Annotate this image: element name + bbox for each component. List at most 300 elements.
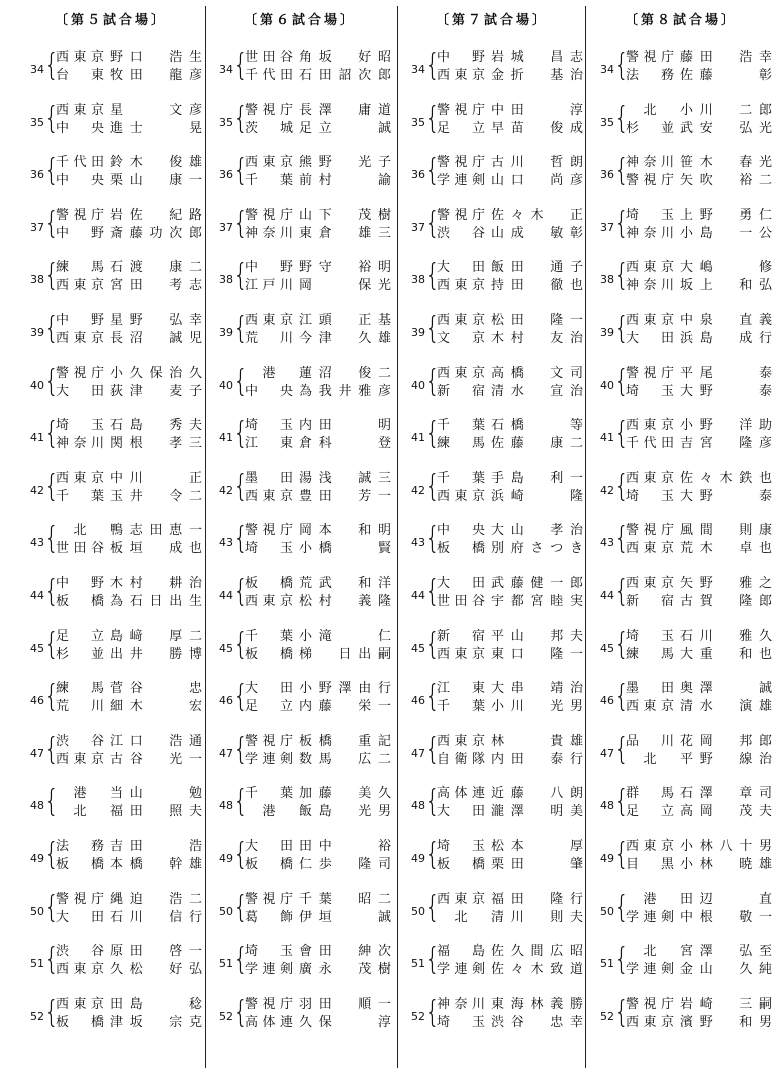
pairing-brace-icon: { <box>44 521 60 557</box>
player-name: 宇都宮睦実 <box>491 594 583 609</box>
player-line <box>437 435 587 453</box>
player-name: 中泉 直義 <box>680 313 772 328</box>
player-affiliation: 北 <box>643 751 657 767</box>
player-name: 小川 光男 <box>491 699 583 715</box>
pairing-brace-icon: { <box>614 311 630 346</box>
player-line <box>437 67 587 85</box>
player-affiliation: 港 <box>262 804 276 820</box>
player-affiliation: 世田谷 <box>437 594 485 609</box>
match-number: 47 <box>411 746 425 760</box>
player-line <box>437 943 587 961</box>
player-affiliation: 西東京 <box>56 102 104 118</box>
match-row <box>16 627 206 675</box>
player-line <box>56 856 206 874</box>
player-affiliation: 法 務 <box>56 839 104 854</box>
player-affiliation: 大 田 <box>437 804 485 820</box>
player-name: 内藤 栄一 <box>299 699 391 715</box>
match-row <box>397 469 587 517</box>
player-affiliation: 港 <box>643 891 657 907</box>
player-name: 林 貴雄 <box>491 733 583 749</box>
pairing-brace-icon: { <box>233 731 249 767</box>
player-line <box>56 172 206 190</box>
match-number: 50 <box>411 904 425 918</box>
player-affiliation: 足 立 <box>626 804 674 820</box>
player-line <box>437 154 587 172</box>
player-affiliation: 江 東 <box>437 681 485 697</box>
player-line <box>437 575 587 593</box>
player-name: 長沼 誠児 <box>110 331 202 346</box>
player-name: 瀧澤 明美 <box>491 804 583 820</box>
player-affiliation: 埼 玉 <box>626 628 674 644</box>
match-row <box>586 48 776 96</box>
match-number: 47 <box>219 746 233 760</box>
player-affiliation: 警視庁 <box>245 207 293 223</box>
match-number: 45 <box>600 641 614 655</box>
match-number: 43 <box>411 536 425 550</box>
match-row <box>16 995 206 1043</box>
pairing-brace-icon: { <box>614 258 630 294</box>
player-line <box>245 540 395 558</box>
match-number: 48 <box>411 799 425 813</box>
player-line <box>437 207 587 225</box>
player-line <box>245 67 395 85</box>
player-affiliation: 千 葉 <box>245 786 293 802</box>
player-affiliation: 板 橋 <box>245 576 293 591</box>
player-line <box>56 470 206 488</box>
match-row <box>205 521 395 569</box>
player-name: 小久保治久 <box>110 365 202 381</box>
player-name: 羽田 順一 <box>299 996 391 1012</box>
pairing-brace-icon: { <box>233 100 249 136</box>
player-line <box>245 803 395 821</box>
player-line <box>626 646 776 664</box>
player-name: 佐々木致道 <box>491 962 583 978</box>
match-number: 39 <box>30 326 44 339</box>
player-name: 島﨑 厚二 <box>110 628 202 644</box>
player-affiliation: 群 馬 <box>626 786 674 802</box>
player-name: 古賀 隆郎 <box>680 594 772 609</box>
player-line <box>245 856 395 874</box>
player-line <box>56 751 206 769</box>
player-name: 中根 敬一 <box>680 909 772 925</box>
player-line <box>437 785 587 803</box>
player-line <box>626 575 776 593</box>
player-line <box>437 803 587 821</box>
player-affiliation: 埼 玉 <box>437 839 485 854</box>
player-affiliation: 港 <box>262 365 276 381</box>
player-affiliation: 福 島 <box>437 944 485 960</box>
player-affiliation: 神奈川 <box>437 996 485 1012</box>
match-number: 38 <box>600 273 614 287</box>
player-line <box>245 733 395 751</box>
player-name: 會田 紳次 <box>299 944 391 960</box>
player-line <box>626 120 776 138</box>
player-affiliation: 西東京 <box>56 962 104 978</box>
pairing-brace-icon: { <box>233 258 249 294</box>
player-affiliation: 西東京 <box>626 313 674 328</box>
pairing-brace-icon: { <box>44 626 60 662</box>
player-line <box>56 996 206 1014</box>
match-number: 38 <box>219 273 233 287</box>
match-number: 49 <box>30 852 44 865</box>
player-line <box>437 312 587 330</box>
player-name: 木村 耕治 <box>110 576 202 591</box>
match-number: 46 <box>411 694 425 708</box>
player-name: 星野 弘幸 <box>110 313 202 328</box>
player-name: 佐々木 正 <box>491 207 583 223</box>
match-row <box>586 153 776 201</box>
player-line <box>437 838 587 856</box>
match-row <box>586 890 776 938</box>
player-affiliation: 警視庁 <box>245 733 293 749</box>
player-affiliation: 北 <box>643 944 657 960</box>
match-row <box>586 258 776 306</box>
player-name: 岡 保光 <box>299 278 391 294</box>
player-affiliation: 新 宿 <box>626 594 674 609</box>
match-number: 35 <box>411 115 425 129</box>
player-affiliation: 新 宿 <box>437 383 485 399</box>
player-affiliation: 千 葉 <box>437 470 485 486</box>
player-name: 佐藤 康二 <box>491 436 583 452</box>
match-number: 45 <box>411 641 425 655</box>
player-line <box>245 522 395 540</box>
player-affiliation: 神奈川 <box>626 155 674 171</box>
player-name: 熊野 光子 <box>299 155 391 171</box>
player-affiliation: 板 橋 <box>437 857 485 872</box>
player-name: 江口 浩通 <box>110 733 202 749</box>
player-line <box>56 207 206 225</box>
match-row <box>16 101 206 149</box>
match-number: 45 <box>30 641 44 655</box>
match-number: 35 <box>30 115 44 129</box>
player-affiliation: 埼 玉 <box>626 488 674 504</box>
match-number: 47 <box>30 746 44 760</box>
player-line <box>626 943 776 961</box>
pairing-brace-icon: { <box>233 889 249 925</box>
player-name: 原田 啓一 <box>110 944 202 960</box>
player-line <box>626 154 776 172</box>
player-line <box>626 540 776 558</box>
player-affiliation: 世田谷 <box>56 541 104 557</box>
match-number: 50 <box>30 904 44 918</box>
player-affiliation: 中 野 <box>56 225 104 241</box>
player-affiliation: 江戸川 <box>245 278 293 294</box>
match-number: 44 <box>600 589 614 602</box>
pairing-brace-icon: { <box>425 574 441 609</box>
player-affiliation: 中 野 <box>245 260 293 276</box>
player-name: 古川 哲朗 <box>491 155 583 171</box>
player-line <box>56 838 206 856</box>
match-row <box>397 942 587 990</box>
match-row <box>16 48 206 96</box>
match-number: 37 <box>600 220 614 234</box>
match-number: 42 <box>219 483 233 497</box>
match-row <box>205 469 395 517</box>
player-line <box>626 365 776 383</box>
player-line <box>437 961 587 979</box>
player-line <box>245 838 395 856</box>
player-name: 佐久間広昭 <box>491 944 583 960</box>
pairing-brace-icon: { <box>44 942 60 978</box>
player-line <box>626 856 776 874</box>
player-affiliation: 神奈川 <box>626 278 674 294</box>
player-affiliation: 埼 玉 <box>626 207 674 223</box>
player-affiliation: 学連剣 <box>245 751 293 767</box>
match-row <box>397 837 587 885</box>
player-affiliation: 学連剣 <box>437 173 485 189</box>
player-line <box>626 259 776 277</box>
player-affiliation: 警視庁 <box>245 996 293 1012</box>
player-line <box>56 435 206 453</box>
pairing-brace-icon: { <box>425 48 441 83</box>
player-affiliation: 西東京 <box>245 313 293 328</box>
player-name: 為我井雅彦 <box>299 383 391 399</box>
match-number: 36 <box>600 168 614 182</box>
pairing-brace-icon: { <box>44 205 60 241</box>
match-row <box>586 942 776 990</box>
player-affiliation: 中 野 <box>56 576 104 591</box>
player-name: 浜島 成行 <box>680 331 772 346</box>
pairing-brace-icon: { <box>425 311 441 346</box>
player-name: 縄迫 浩二 <box>110 891 202 907</box>
match-row <box>586 784 776 832</box>
player-name: 大重 和也 <box>680 646 772 662</box>
player-name: 上野 勇仁 <box>680 207 772 223</box>
player-line <box>437 1014 587 1032</box>
player-affiliation: 警視庁 <box>245 523 293 539</box>
player-affiliation: 中 野 <box>437 50 485 65</box>
player-affiliation: 神奈川 <box>245 225 293 241</box>
player-name: 松村 義隆 <box>299 594 391 609</box>
match-row <box>397 574 587 622</box>
player-affiliation: 西東京 <box>626 260 674 276</box>
pairing-brace-icon: { <box>614 942 630 978</box>
player-line <box>245 49 395 67</box>
player-name: 中田 淳 <box>491 102 583 118</box>
match-row <box>586 101 776 149</box>
player-line <box>245 996 395 1014</box>
player-affiliation: 板 橋 <box>437 541 485 557</box>
player-affiliation: 西東京 <box>245 155 293 171</box>
player-name: 斎藤功次郎 <box>110 225 202 241</box>
pairing-brace-icon: { <box>425 679 441 715</box>
player-line <box>56 49 206 67</box>
match-number: 42 <box>600 483 614 497</box>
player-affiliation: 板 橋 <box>245 646 293 662</box>
player-affiliation: 大 田 <box>245 681 293 697</box>
player-line <box>56 909 206 927</box>
player-line <box>56 154 206 172</box>
match-number: 41 <box>411 431 425 445</box>
player-line <box>437 225 587 243</box>
player-affiliation: 杉 並 <box>626 120 674 136</box>
player-affiliation: 江 東 <box>245 436 293 452</box>
player-line <box>437 680 587 698</box>
player-line <box>437 996 587 1014</box>
match-number: 40 <box>30 378 44 392</box>
player-name: 武安 弘光 <box>680 120 772 136</box>
player-affiliation: 西東京 <box>626 839 674 854</box>
player-line <box>437 172 587 190</box>
pairing-brace-icon: { <box>425 258 441 294</box>
player-affiliation: 中 野 <box>56 313 104 328</box>
player-name: 牧田 龍彦 <box>110 68 202 83</box>
player-name: 梯 日出嗣 <box>299 646 391 662</box>
player-line <box>626 628 776 646</box>
player-name: 加藤 美久 <box>299 786 391 802</box>
match-row <box>397 890 587 938</box>
player-line <box>626 593 776 611</box>
player-line <box>245 417 395 435</box>
match-number: 41 <box>600 431 614 445</box>
pairing-brace-icon: { <box>233 363 249 399</box>
player-name: 大野 泰 <box>680 488 772 504</box>
player-name: 為石日出生 <box>110 594 202 609</box>
player-affiliation: 西東京 <box>245 594 293 609</box>
player-line <box>626 733 776 751</box>
player-affiliation: 中 央 <box>56 120 104 136</box>
player-affiliation: 千 葉 <box>437 699 485 715</box>
player-line <box>56 1014 206 1032</box>
match-row <box>16 942 206 990</box>
player-name: 内田 明 <box>299 418 391 434</box>
player-name: 大山 孝治 <box>491 523 583 539</box>
player-name: 金山 久純 <box>680 962 772 978</box>
player-line <box>245 698 395 716</box>
pairing-brace-icon: { <box>233 574 249 609</box>
player-line <box>56 417 206 435</box>
pairing-brace-icon: { <box>614 48 630 83</box>
player-name: 山口 尚彦 <box>491 173 583 189</box>
court-column <box>586 0 776 1083</box>
player-affiliation: 足 立 <box>437 120 485 136</box>
match-number: 39 <box>411 326 425 339</box>
player-line <box>245 365 395 383</box>
match-row <box>16 153 206 201</box>
match-row <box>397 101 587 149</box>
player-affiliation: 西東京 <box>56 751 104 767</box>
player-line <box>245 891 395 909</box>
player-line <box>626 49 776 67</box>
match-number: 36 <box>411 168 425 182</box>
player-line <box>56 961 206 979</box>
player-name: 石渡 康二 <box>110 260 202 276</box>
player-line <box>56 330 206 348</box>
player-name: 東海林義勝 <box>491 996 583 1012</box>
player-name: 飯田 通子 <box>491 260 583 276</box>
player-line <box>245 593 395 611</box>
match-number: 49 <box>411 852 425 865</box>
player-name: 岩崎 三嗣 <box>680 996 772 1012</box>
player-affiliation: 自衛隊 <box>437 751 485 767</box>
player-name: 近藤 八朗 <box>491 786 583 802</box>
player-affiliation: 高体連 <box>245 1014 293 1030</box>
player-affiliation: 警視庁 <box>56 207 104 223</box>
player-line <box>56 488 206 506</box>
pairing-brace-icon: { <box>233 626 249 662</box>
player-affiliation: 西東京 <box>56 50 104 65</box>
player-affiliation: 警視庁 <box>56 365 104 381</box>
match-number: 47 <box>600 746 614 760</box>
player-name: 藤田 浩幸 <box>680 50 772 65</box>
player-affiliation: 西東京 <box>56 470 104 486</box>
player-line <box>437 522 587 540</box>
player-name: 高橋 文司 <box>491 365 583 381</box>
pairing-brace-icon: { <box>614 521 630 557</box>
player-line <box>56 120 206 138</box>
player-name: 石島 秀夫 <box>110 418 202 434</box>
player-name: 高岡 茂夫 <box>680 804 772 820</box>
player-line <box>437 628 587 646</box>
match-row <box>397 679 587 727</box>
player-name: 田辺 直 <box>680 891 772 907</box>
match-row <box>586 364 776 412</box>
player-name: 平尾 泰 <box>680 365 772 381</box>
player-name: 板橋 重記 <box>299 733 391 749</box>
match-number: 35 <box>219 115 233 129</box>
player-line <box>56 522 206 540</box>
player-name: 濱野 和男 <box>680 1014 772 1030</box>
player-line <box>437 417 587 435</box>
player-name: 武藤健一郎 <box>491 576 583 591</box>
match-number: 50 <box>600 904 614 918</box>
player-name: 東倉 雄三 <box>299 225 391 241</box>
pairing-brace-icon: { <box>44 784 60 820</box>
match-row <box>586 416 776 464</box>
player-affiliation: 大 田 <box>437 576 485 591</box>
match-row <box>397 311 587 359</box>
player-affiliation: 練 馬 <box>437 436 485 452</box>
match-number: 44 <box>411 589 425 602</box>
player-line <box>56 575 206 593</box>
player-line <box>437 698 587 716</box>
match-number: 50 <box>219 904 233 918</box>
player-line <box>437 891 587 909</box>
player-affiliation: 西東京 <box>437 733 485 749</box>
pairing-brace-icon: { <box>614 994 630 1030</box>
player-line <box>626 470 776 488</box>
player-name: 伊垣 誠 <box>299 909 391 925</box>
player-affiliation: 学連剣 <box>437 962 485 978</box>
player-name: 荻津 麦子 <box>110 383 202 399</box>
player-line <box>56 102 206 120</box>
player-name: 津坂 宗克 <box>110 1014 202 1030</box>
player-affiliation: 西東京 <box>437 365 485 381</box>
player-affiliation: 千代田 <box>245 68 293 83</box>
player-line <box>626 330 776 348</box>
match-number: 39 <box>600 326 614 339</box>
match-row <box>397 627 587 675</box>
player-name: 岩佐 紀路 <box>110 207 202 223</box>
player-name: 角坂 好昭 <box>299 50 391 65</box>
player-line <box>437 470 587 488</box>
player-name: 大嶋 修 <box>680 260 772 276</box>
player-affiliation: 法 務 <box>626 68 674 83</box>
match-row <box>586 837 776 885</box>
player-line <box>626 207 776 225</box>
player-line <box>245 383 395 401</box>
match-number: 52 <box>411 1009 425 1023</box>
match-row <box>586 521 776 569</box>
player-affiliation: 板 橋 <box>56 857 104 872</box>
match-row <box>586 206 776 254</box>
court-column <box>397 0 587 1083</box>
player-line <box>626 996 776 1014</box>
player-name: 矢野 雅之 <box>680 576 772 591</box>
player-affiliation: 高体連 <box>437 786 485 802</box>
player-affiliation: 中 央 <box>245 383 293 399</box>
player-line <box>437 383 587 401</box>
